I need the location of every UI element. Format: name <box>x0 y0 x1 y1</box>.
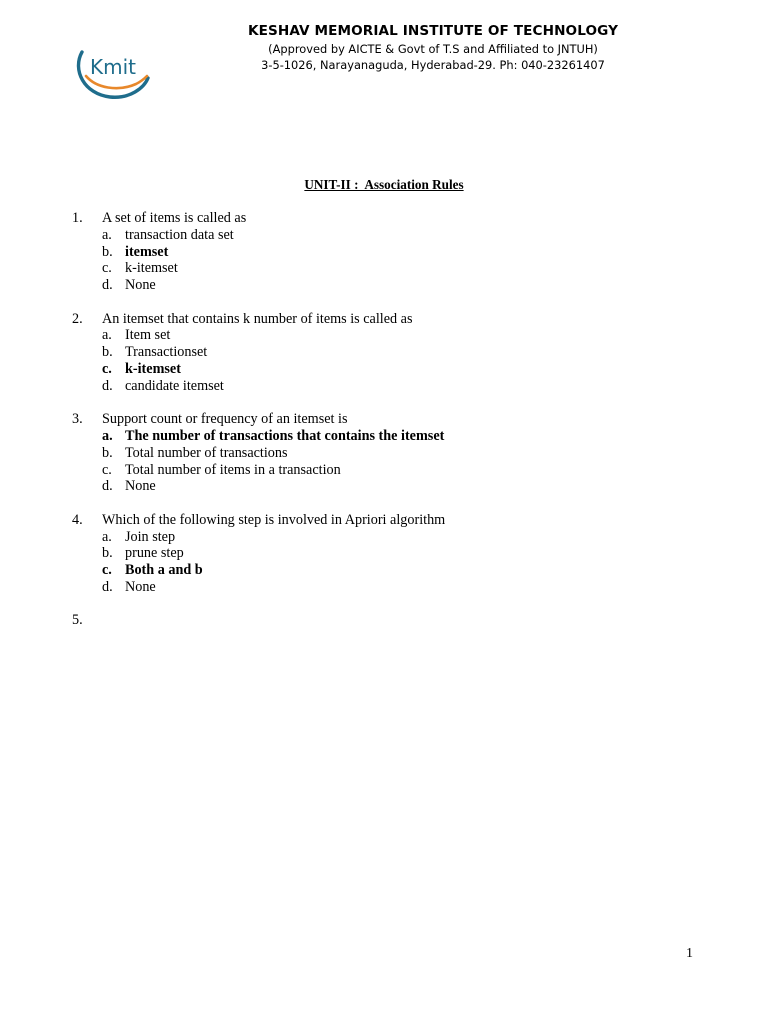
option-text: k-itemset <box>125 260 178 277</box>
option-letter: d. <box>102 578 113 595</box>
question-number: 2. <box>72 310 83 327</box>
option-letter: a. <box>102 327 112 344</box>
option-letter: d. <box>102 377 113 394</box>
option-letter: b. <box>102 243 113 260</box>
correct-option-text: itemset <box>125 243 169 260</box>
institute-name: KESHAV MEMORIAL INSTITUTE OF TECHNOLOGY <box>247 23 619 39</box>
question-4 <box>0 512 768 596</box>
question-text: Support count or frequency of an itemset is <box>102 411 348 428</box>
option-letter: c. <box>102 461 112 478</box>
question-text: Which of the following step is involved in Apriori algorithm <box>102 511 446 528</box>
unit-title: UNIT-II : Association Rules <box>304 177 464 192</box>
kmit-logo <box>74 44 156 102</box>
option-letter: b. <box>102 545 113 562</box>
question-text: An itemset that contains k number of items is called as <box>102 310 413 327</box>
correct-option-text: The number of transactions that contains the itemset <box>125 427 445 444</box>
option-letter: a. <box>102 226 112 243</box>
option-letter: b. <box>102 444 113 461</box>
institute-address: 3-5-1026, Narayanaguda, Hyderabad-29. Ph: 040-23261407 <box>261 58 605 72</box>
option-letter: b. <box>102 344 113 361</box>
question-number: 3. <box>72 411 83 428</box>
question-text: A set of items is called as <box>102 210 247 226</box>
option-text: candidate itemset <box>125 377 224 394</box>
option-text: Join step <box>125 528 176 545</box>
option-letter: a. <box>102 427 113 444</box>
question-number: 5. <box>72 612 83 629</box>
logo-text: Kmit <box>90 55 136 79</box>
option-letter: c. <box>102 562 112 579</box>
correct-option-text: Both a and b <box>125 562 203 579</box>
page-number: 1 <box>686 946 693 961</box>
question-2 <box>0 311 768 395</box>
option-text: Total number of items in a transaction <box>125 461 341 478</box>
option-text: None <box>125 478 156 495</box>
option-text: prune step <box>125 545 184 562</box>
institute-header <box>228 22 638 73</box>
option-text: Total number of transactions <box>125 444 288 461</box>
option-letter: c. <box>102 360 112 377</box>
option-text: Transactionset <box>125 344 208 361</box>
option-letter: d. <box>102 277 113 294</box>
option-letter: a. <box>102 528 112 545</box>
option-text: None <box>125 578 156 595</box>
question-1 <box>0 210 768 294</box>
option-letter: d. <box>102 478 113 495</box>
correct-option-text: k-itemset <box>125 360 181 377</box>
option-text: transaction data set <box>125 226 234 243</box>
option-text: Item set <box>125 327 171 344</box>
institute-approval: (Approved by AICTE & Govt of T.S and Affiliated to JNTUH) <box>268 42 598 56</box>
option-letter: c. <box>102 260 112 277</box>
option-text: None <box>125 277 156 294</box>
question-number: 1. <box>72 210 83 226</box>
question-3 <box>0 411 768 495</box>
question-number: 4. <box>72 511 83 528</box>
question-5 <box>0 612 768 629</box>
question-list <box>0 210 768 646</box>
